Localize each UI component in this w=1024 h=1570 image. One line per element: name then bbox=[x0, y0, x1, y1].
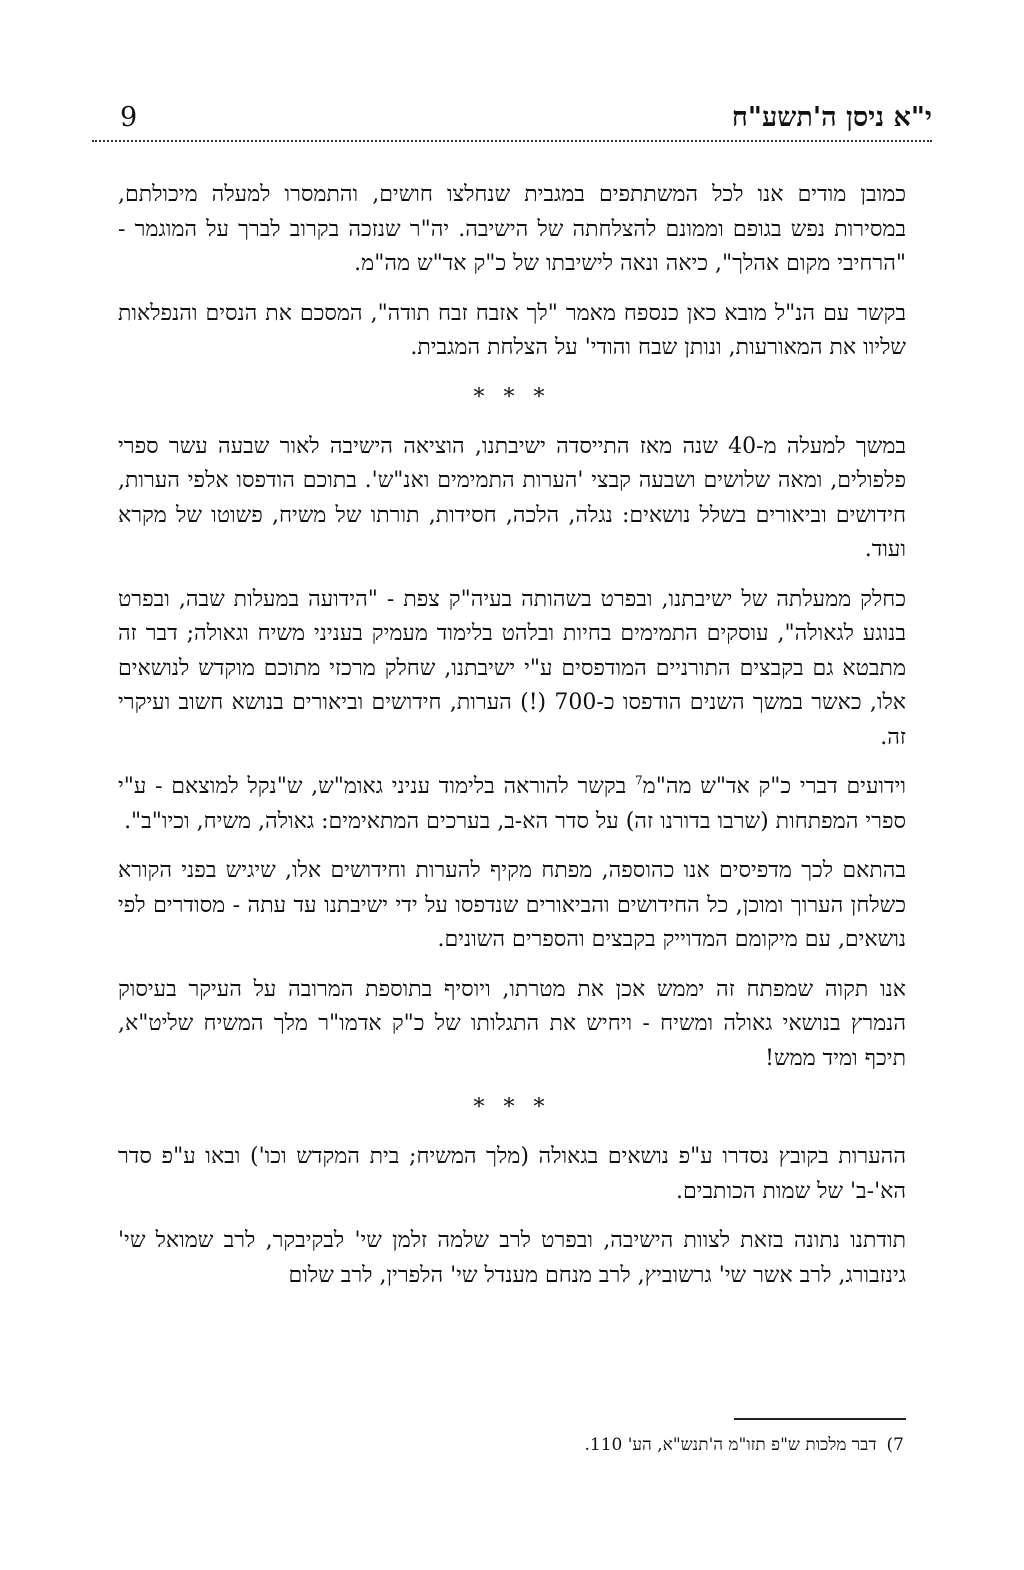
footnote-reference[interactable]: 7 bbox=[635, 773, 643, 788]
body-text bbox=[118, 178, 906, 1308]
paragraph-5-start: וידועים דברי כ"ק אד"ש מה"מ bbox=[642, 774, 907, 799]
paragraph-3: במשך למעלה מ-40 שנה מאז התייסדה ישיבתנו, הוציאה הישיבה לאור שבעה עשר ספרי פלפולים, ומאה שלושים ושבעה קבצי 'הערות התמימים ואנ"ש'. בתוכם הודפסו אלפי הערות, חידושים וביאורים בשלל נושאים: נגלה, הלכה, חסידות, תורתו של משיח, פשוטו של מקרא ועוד. bbox=[118, 433, 906, 562]
paragraph-5-end: בקשר להוראה בלימוד עניני גאומ"ש, ש"נקל למוצאם - ע"י ספרי המפתחות (שרבו בדורנו זה) על סדר הא-ב, בערכים המתאימים: גאולה, משיח, וכיו"ב". bbox=[118, 774, 906, 834]
paragraph-4: כחלק ממעלתה של ישיבתנו, ובפרט בשהותה בעיה"ק צפת - "הידועה במעלות שבה, ובפרט בנוגע לגאולה", עוסקים התמימים בחיות ובלהט בלימוד מעמיק בעניני משיח וגאולה; דבר זה מתבטא גם בקבצים התורניים המודפסים ע"י ישיבתנו, שחלק מרכזי מתוכם מוקדש לנושאים אלו, כאשר במשך השנים הודפסו כ-700 (!) הערות, חידושים וביאורים בנושא חשוב ועיקרי זה. bbox=[118, 586, 906, 750]
paragraph-8: ההערות בקובץ נסדרו ע"פ נושאים בגאולה (מלך המשיח; בית המקדש וכו') ובאו ע"פ סדר הא'-ב' של שמות הכותבים. bbox=[118, 1144, 906, 1204]
footnote-text: דבר מלכות ש"פ תזו"מ ה'תנש"א, הע' 110. bbox=[584, 1435, 877, 1455]
paragraph-1: כמובן מודים אנו לכל המשתתפים במגבית שנחלצו חושים, והתמסרו למעלה מיכולתם, במסירות נפש בגופם וממונם להצלחתה של הישיבה. יה"ר שנזכה בקרוב לברך על המוגמר - "הרחיבי מקום אהלך", כיאה ונאה לישיבתו של כ"ק אד"ש מה"מ. bbox=[118, 182, 907, 276]
paragraph-7: אנו תקוה שמפתח זה יממש אכן את מטרתו, ויוסיף בתוספת המרובה על העיקר בעיסוק הנמרץ בנושאי גאולה ומשיח - ויחיש את התגלותו של כ"ק אדמו"ר מלך המשיח שליט"א, תיכף ומיד ממש! bbox=[118, 976, 906, 1071]
page-number: 9 bbox=[120, 102, 138, 133]
section-divider-1: * * * bbox=[473, 384, 551, 410]
paragraph-2: בקשר עם הנ"ל מובא כאן כנספח מאמר "לך אזבח זבח תודה", המסכם את הנסים והנפלאות שליוו את המאורעות, ונותן שבח והודי' על הצלחת המגבית. bbox=[118, 300, 906, 360]
paragraph-9: תודתנו נתונה בזאת לצוות הישיבה, ובפרט לרב שלמה זלמן שי' לבקיבקר, לרב שמואל שי' גינזבורג, לרב אשר שי' גרשוביץ, לרב מנחם מענדל שי' הלפרין, לרב שלום bbox=[118, 1228, 906, 1288]
running-title: י"א ניסן ה'תשע"ח bbox=[731, 102, 932, 133]
paragraph-6: בהתאם לכך מדפיסים אנו כהוספה, מפתח מקיף להערות וחידושים אלו, שיגיש בפני הקורא כשלחן הערוך ומוכן, כל החידושים והביאורים שנדפסו על ידי ישיבתנו עד עתה - מסודרים לפי נושאים, עם מיקומם המדוייק בקבצים והספרים השונים. bbox=[118, 858, 906, 952]
footnote bbox=[584, 1432, 904, 1458]
section-divider-2: * * * bbox=[473, 1095, 551, 1120]
header-dotted-rule bbox=[92, 140, 932, 142]
paragraph-5 bbox=[118, 770, 906, 839]
footnote-number: 7) bbox=[886, 1435, 904, 1455]
footnote-rule bbox=[734, 1418, 906, 1420]
page-header bbox=[92, 100, 932, 140]
